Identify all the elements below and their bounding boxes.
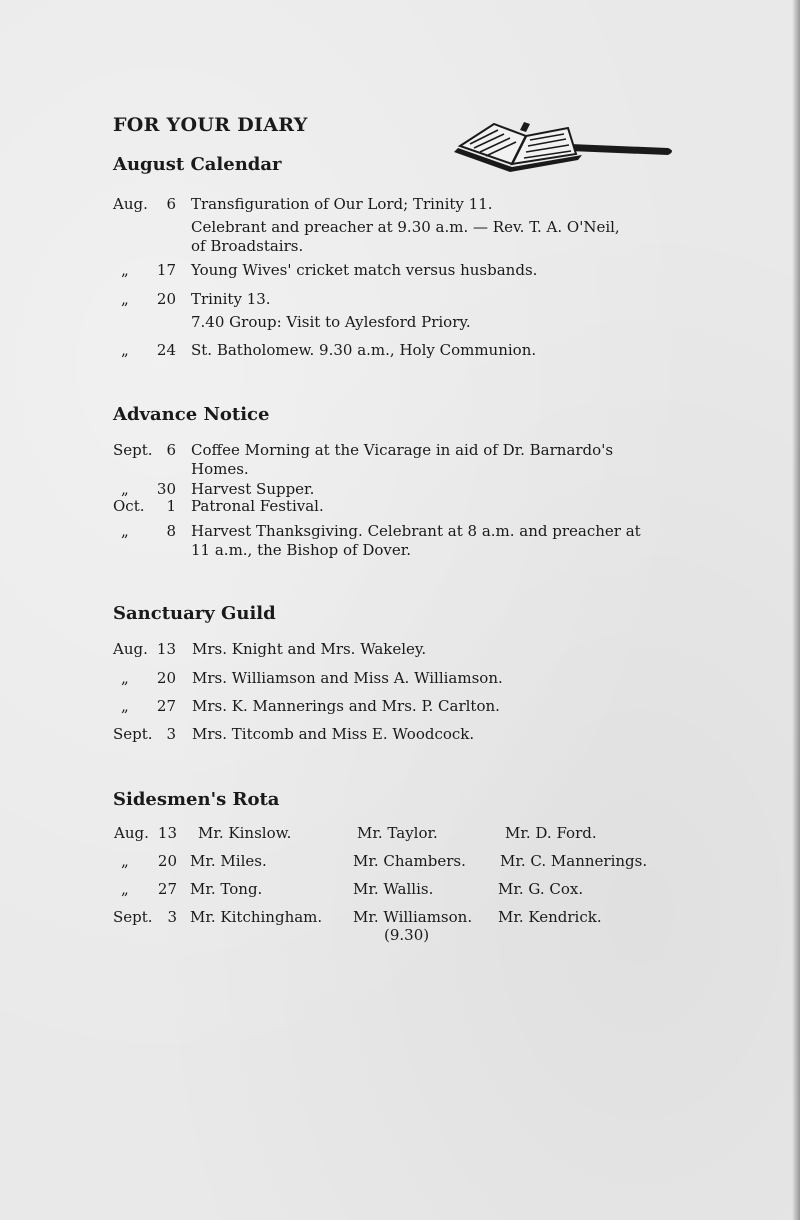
entry-day: 24 (156, 341, 176, 359)
open-diary-icon (450, 110, 680, 180)
entry-line: Homes. (191, 460, 249, 478)
entry-line: Harvest Supper. (191, 480, 315, 498)
rota-cell: Mr. D. Ford. (505, 824, 597, 842)
entry-month: „ (121, 261, 129, 279)
rota-cell: Mr. Kinslow. (198, 824, 292, 842)
entry-text (191, 290, 691, 332)
rota-day: 13 (157, 824, 177, 842)
entry-day: 1 (166, 497, 176, 515)
entry-text (191, 261, 691, 280)
entry-line: Trinity 13. (191, 290, 271, 308)
entry-line: 11 a.m., the Bishop of Dover. (191, 541, 412, 559)
entry-month: „ (121, 341, 129, 359)
rota-month: Aug. (114, 824, 149, 842)
entry-month: Aug. (113, 195, 148, 213)
rota-cell: Mr. Miles. (190, 852, 267, 870)
entry-day: 6 (166, 195, 176, 213)
rota-cell: Mr. C. Mannerings. (500, 852, 648, 870)
entry-month: Sept. (113, 441, 153, 459)
entry-text (191, 195, 691, 256)
entry-line: 7.40 Group: Visit to Aylesford Priory. (191, 313, 471, 331)
entry-day: 20 (156, 669, 176, 687)
entry-month: „ (121, 480, 129, 498)
entry-line: St. Batholomew. 9.30 a.m., Holy Communion. (191, 341, 537, 359)
entry-day: 6 (166, 441, 176, 459)
rota-month: „ (121, 880, 129, 898)
entry-day: 3 (166, 725, 176, 743)
entry-month: Sept. (113, 725, 153, 743)
rota-cell: Mr. G. Cox. (498, 880, 584, 898)
entry-text (191, 441, 691, 479)
entry-month: „ (121, 522, 129, 540)
entry-day: 30 (156, 480, 176, 498)
rota-day: 20 (157, 852, 177, 870)
entry-line: Transfiguration of Our Lord; Trinity 11. (191, 195, 493, 213)
entry-line: Coffee Morning at the Vicarage in aid of Dr. Barnardo's (191, 441, 614, 459)
entry-month: Aug. (113, 640, 148, 658)
entry-day: 17 (156, 261, 176, 279)
rota-cell: Mr. Kendrick. (498, 908, 602, 926)
rota-time-note: (9.30) (384, 926, 430, 944)
entry-line: of Broadstairs. (191, 237, 304, 255)
entry-text: Mrs. Williamson and Miss A. Williamson. (192, 669, 503, 687)
rota-day: 27 (157, 880, 177, 898)
entry-month: „ (121, 697, 129, 715)
entry-day: 20 (156, 290, 176, 308)
entry-month: „ (121, 290, 129, 308)
sidesmens-rota-heading: Sidesmen's Rota (113, 789, 280, 810)
entry-text (191, 497, 691, 516)
entry-line: Celebrant and preacher at 9.30 a.m. — Rev. T. A. O'Neil, (191, 218, 620, 236)
entry-line: Young Wives' cricket match versus husbands. (191, 261, 538, 279)
rota-cell: Mr. Kitchingham. (190, 908, 323, 926)
entry-text: Mrs. K. Mannerings and Mrs. P. Carlton. (192, 697, 500, 715)
rota-day: 3 (167, 908, 177, 926)
entry-day: 13 (156, 640, 176, 658)
rota-month: Sept. (113, 908, 153, 926)
rota-cell: Mr. Taylor. (357, 824, 438, 842)
entry-day: 27 (156, 697, 176, 715)
advance-notice-heading: Advance Notice (113, 404, 270, 425)
entry-text: Mrs. Titcomb and Miss E. Woodcock. (192, 725, 475, 743)
entry-line: Harvest Thanksgiving. Celebrant at 8 a.m. and preacher at (191, 522, 641, 540)
page-edge-shadow (792, 0, 800, 1220)
entry-month: „ (121, 669, 129, 687)
rota-cell: Mr. Tong. (190, 880, 263, 898)
rota-month: „ (121, 852, 129, 870)
sanctuary-guild-heading: Sanctuary Guild (113, 603, 276, 624)
rota-cell: Mr. Wallis. (353, 880, 434, 898)
rota-cell: Mr. Chambers. (353, 852, 466, 870)
entry-text (191, 522, 691, 560)
entry-text (191, 341, 691, 360)
entry-day: 8 (166, 522, 176, 540)
page-title: FOR YOUR DIARY (113, 114, 308, 136)
entry-line: Patronal Festival. (191, 497, 324, 515)
rota-cell: Mr. Williamson. (353, 908, 473, 926)
august-calendar-heading: August Calendar (113, 154, 282, 175)
entry-text: Mrs. Knight and Mrs. Wakeley. (192, 640, 427, 658)
entry-month: Oct. (113, 497, 145, 515)
